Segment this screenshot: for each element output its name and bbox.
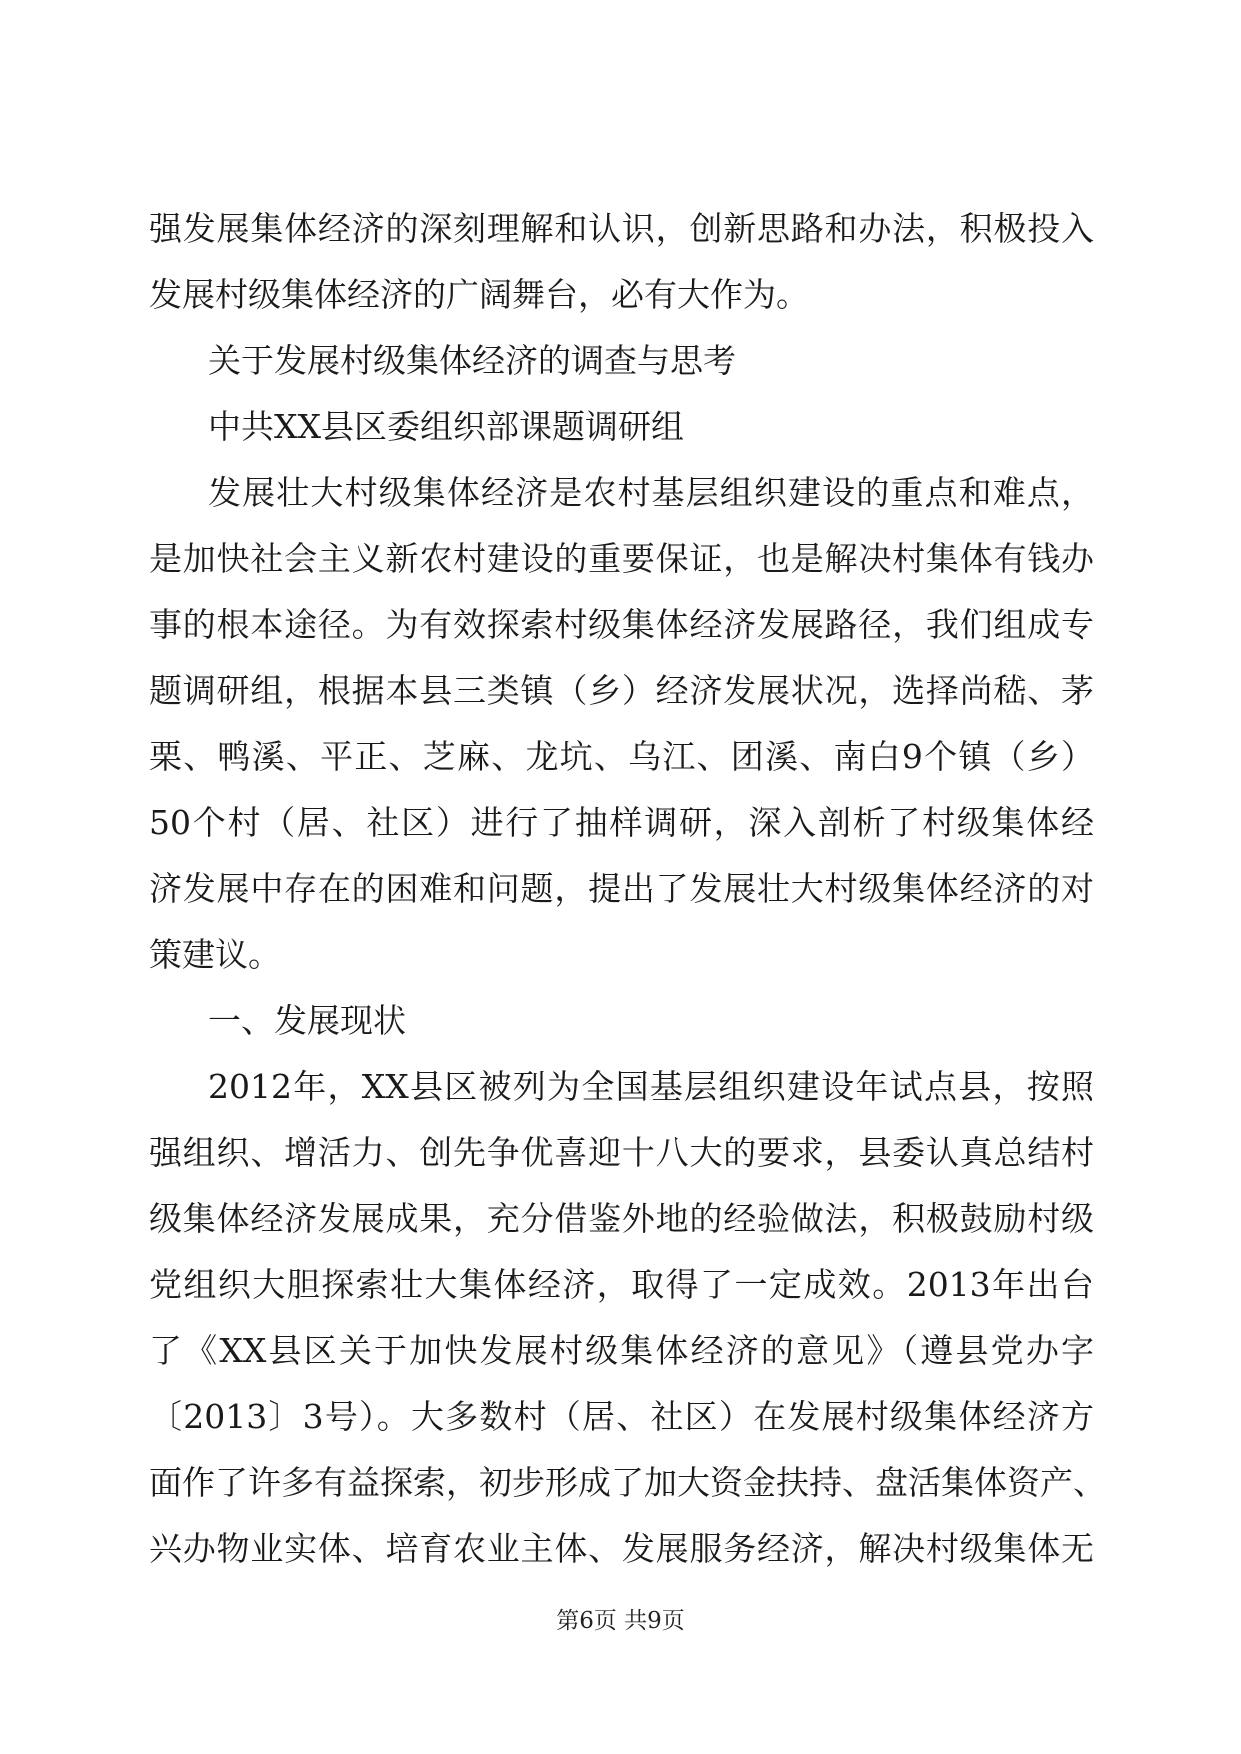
- page-number-footer: 第6页 共9页: [556, 1608, 685, 1634]
- text-line: [0, 1384, 1241, 1450]
- text-line: [0, 1120, 1241, 1186]
- author-line: 中共XX县区委组织部课题调研组: [208, 407, 684, 446]
- paragraph-text: 发展壮大村级集体经济是农村基层组织建设的重点和难点，: [208, 473, 1094, 512]
- paragraph-text: 了《XX县区关于加快发展村级集体经济的意见》（遵县党办字: [149, 1331, 1094, 1370]
- text-line: [0, 526, 1241, 592]
- text-line: [0, 262, 1241, 328]
- paragraph-text: 济发展中存在的困难和问题，提出了发展壮大村级集体经济的对: [149, 869, 1094, 908]
- text-line: [0, 856, 1241, 922]
- text-line: [0, 1450, 1241, 1516]
- paragraph-text: 党组织大胆探索壮大集体经济，取得了一定成效。2013年出台: [149, 1265, 1094, 1304]
- paragraph-text: 发展村级集体经济的广阔舞台，必有大作为。: [149, 275, 809, 314]
- text-line: [0, 1054, 1241, 1120]
- paragraph-text: 2012年，XX县区被列为全国基层组织建设年试点县，按照: [208, 1067, 1094, 1106]
- text-line: [0, 196, 1241, 262]
- text-line: [0, 1186, 1241, 1252]
- text-line: [0, 724, 1241, 790]
- text-line: [0, 988, 1241, 1054]
- text-line: [0, 1516, 1241, 1582]
- paragraph-text: 强组织、增活力、创先争优喜迎十八大的要求，县委认真总结村: [149, 1133, 1094, 1172]
- paragraph-text: 面作了许多有益探索，初步形成了加大资金扶持、盘活集体资产、: [149, 1463, 1106, 1502]
- paragraph-text: 事的根本途径。为有效探索村级集体经济发展路径，我们组成专: [149, 605, 1094, 644]
- text-line: [0, 1252, 1241, 1318]
- text-line: [0, 790, 1241, 856]
- paragraph-text: 强发展集体经济的深刻理解和认识，创新思路和办法，积极投入: [149, 209, 1094, 248]
- text-line: [0, 658, 1241, 724]
- section-title: 关于发展村级集体经济的调查与思考: [208, 341, 736, 380]
- text-line: [0, 1318, 1241, 1384]
- section-heading: 一、发展现状: [208, 1001, 406, 1040]
- text-line: [0, 922, 1241, 988]
- paragraph-text: 是加快社会主义新农村建设的重要保证，也是解决村集体有钱办: [149, 539, 1094, 578]
- text-line: [0, 592, 1241, 658]
- text-line: [0, 460, 1241, 526]
- paragraph-text: 兴办物业实体、培育农业主体、发展服务经济，解决村级集体无: [149, 1529, 1094, 1568]
- paragraph-text: 〔2013〕3号）。大多数村（居、社区）在发展村级集体经济方: [149, 1397, 1094, 1436]
- text-line: [0, 394, 1241, 460]
- paragraph-text: 级集体经济发展成果，充分借鉴外地的经验做法，积极鼓励村级: [149, 1199, 1094, 1238]
- paragraph-text: 栗、鸭溪、平正、芝麻、龙坑、乌江、团溪、南白9个镇（乡）: [149, 737, 1094, 776]
- paragraph-text: 50个村（居、社区）进行了抽样调研，深入剖析了村级集体经: [149, 803, 1094, 842]
- paragraph-text: 策建议。: [149, 935, 281, 974]
- paragraph-text: 题调研组，根据本县三类镇（乡）经济发展状况，选择尚嵇、茅: [149, 671, 1094, 710]
- text-line: [0, 328, 1241, 394]
